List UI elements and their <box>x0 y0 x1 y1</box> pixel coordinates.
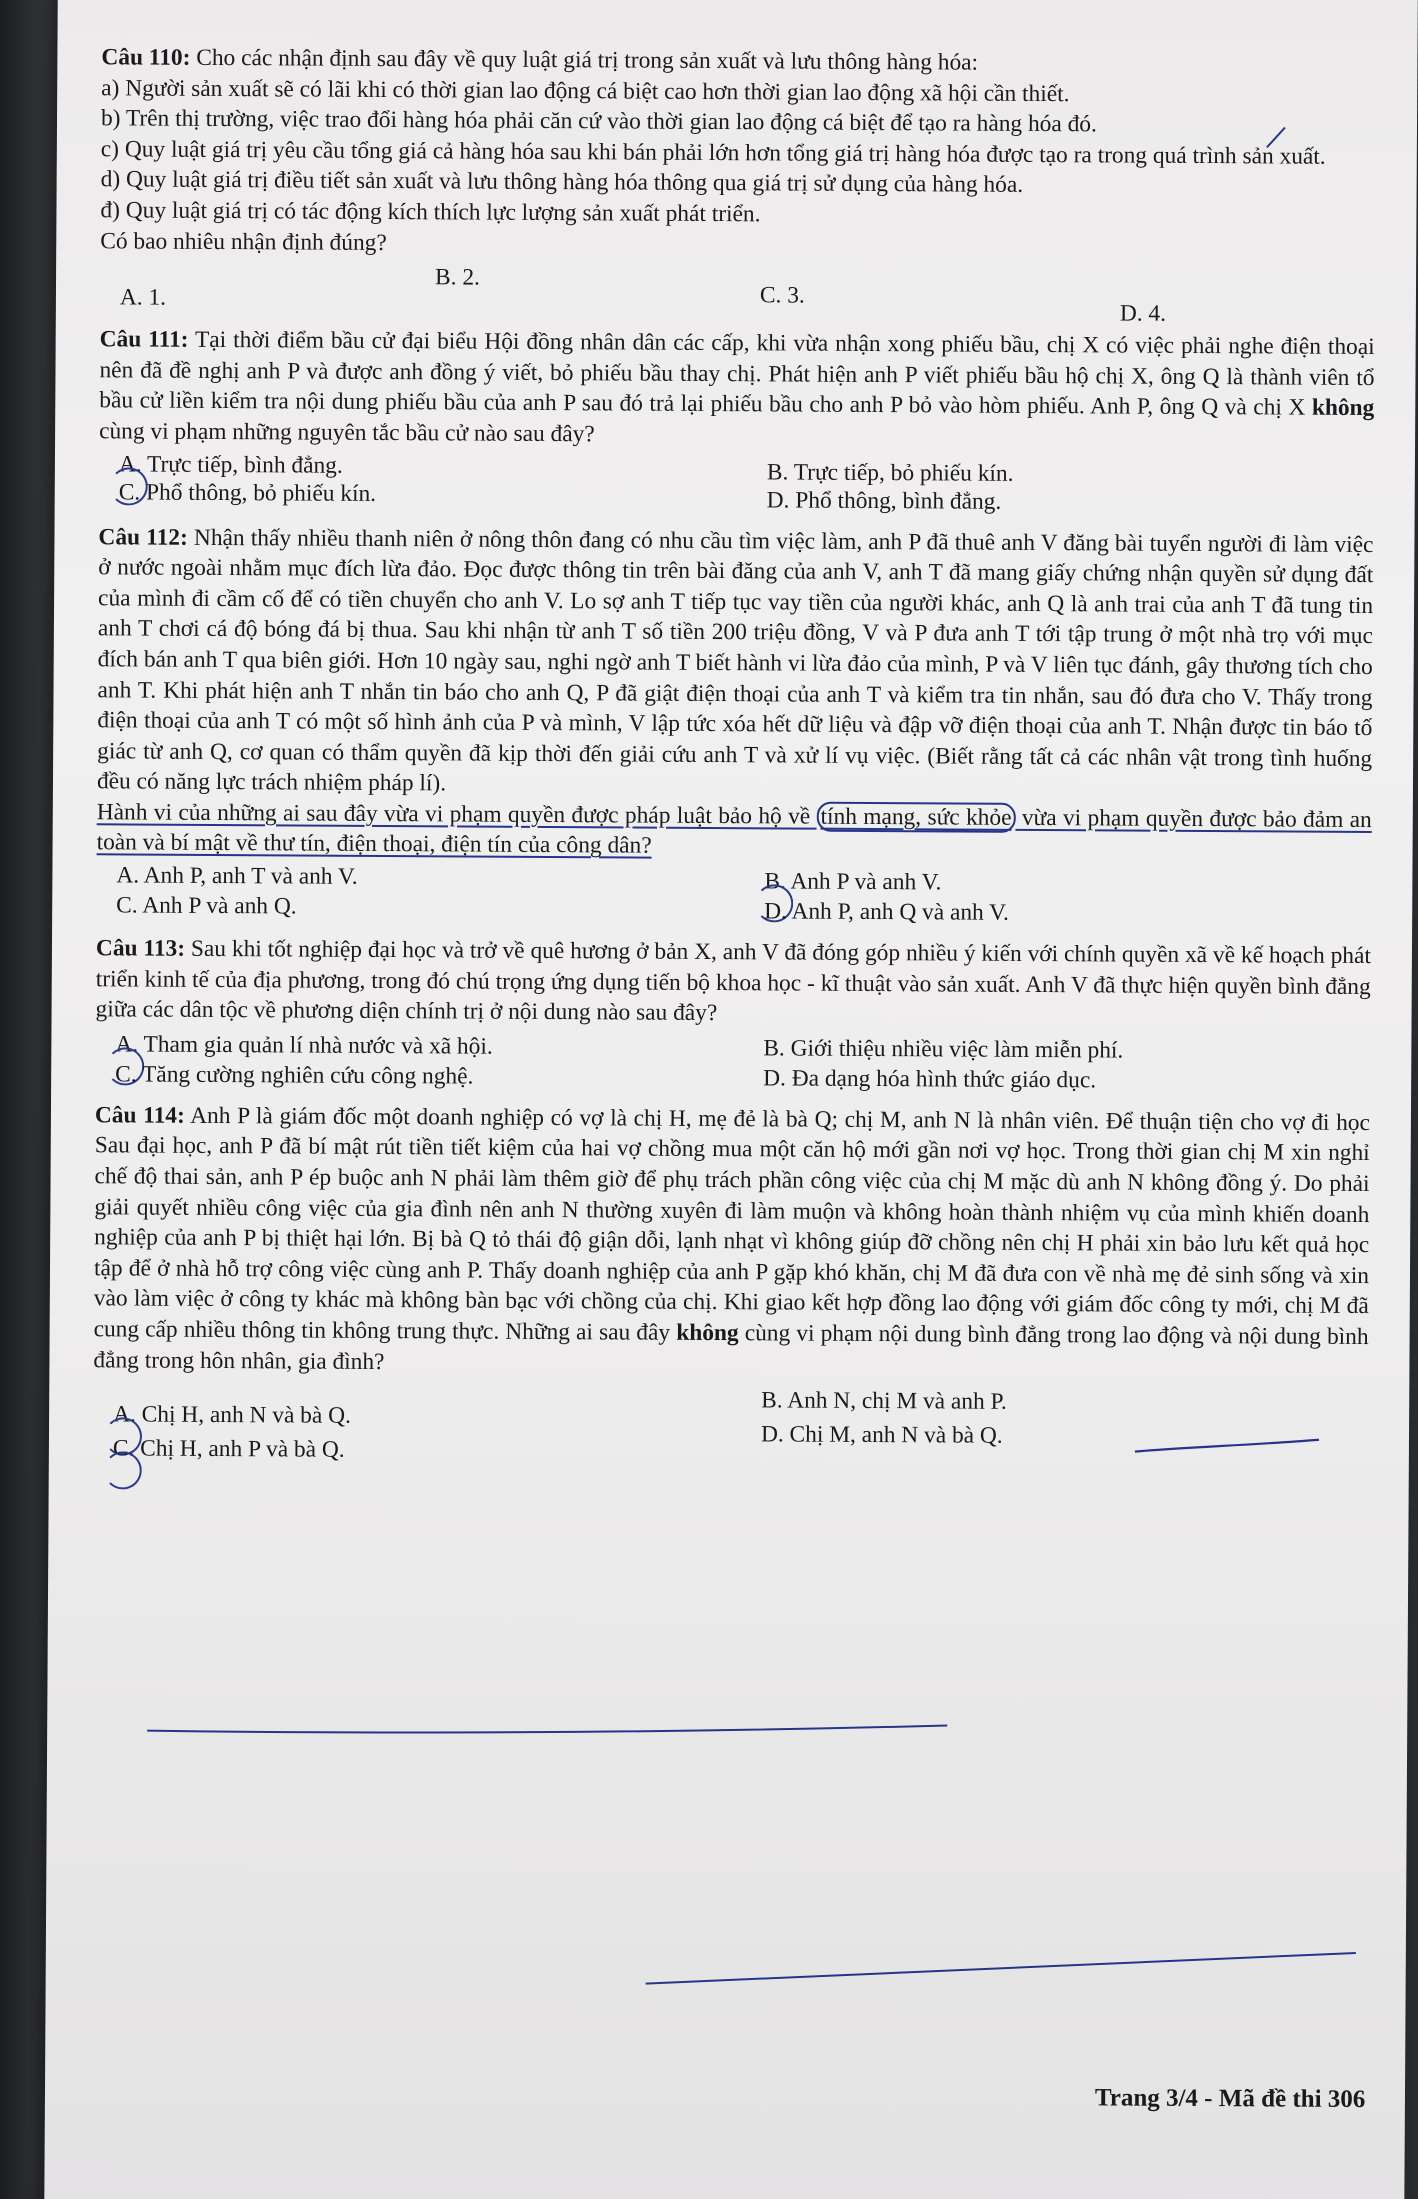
option-c[interactable]: C. Anh P và anh Q. <box>116 892 297 920</box>
question-113-options <box>95 1025 1370 1094</box>
option-b[interactable]: B. Anh N, chị M và anh P. <box>761 1387 1007 1416</box>
question-113-text <box>95 933 1371 1033</box>
question-112 <box>96 522 1373 927</box>
option-c[interactable]: C. Phổ thông, bỏ phiếu kín. <box>118 478 377 507</box>
option-d[interactable]: D. Phổ thông, bình đẳng. <box>766 486 1002 515</box>
question-112-options <box>96 858 1371 927</box>
question-114-body-end: cùng vi phạm nội dung bình đẳng trong lao động và nội dung bình đẳng trong hôn nhân, gia đình? <box>93 1320 1369 1375</box>
question-110 <box>100 42 1377 327</box>
option-a[interactable] <box>119 449 343 481</box>
option-c[interactable]: C. Tăng cường nghiên cứu công nghệ. <box>115 1061 474 1090</box>
exam-page <box>44 0 1418 2199</box>
question-111-body: Tại thời điểm bầu cử đại biểu Hội đồng nhân dân các cấp, khi vừa nhận xong phiếu bầu, chị X có việc phải nghe điện thoại nên đã đề nghị anh P và được anh đồng ý viết, bỏ phiếu bầu thay chị. Phát hiện anh P viết phiếu bầu hộ chị X, ông Q là thành viên tổ bầu cử liền kiểm tra nội dung phiếu bầu của anh P sau đó trả lại phiếu bầu cho anh P bỏ vào hòm phiếu. Anh P, ông Q và chị X <box>99 327 1375 421</box>
option-a[interactable]: A. Anh P, anh T và anh V. <box>116 862 358 890</box>
statement-a: a) Người sản xuất sẽ có lãi khi có thời gian lao động cá biệt cao hơn thời gian lao động xã hội cần thiết. <box>101 74 1070 107</box>
question-111-negation: không <box>1311 395 1375 422</box>
option-c-label: C. Chị H, anh P và bà Q. <box>112 1435 345 1463</box>
question-111-body-end: cùng vi phạm những nguyên tắc bầu cử nào sau đây? <box>99 418 595 448</box>
question-111 <box>99 324 1375 515</box>
question-110-label: Câu 110: <box>101 44 191 71</box>
question-114-text <box>93 1100 1370 1383</box>
statement-b: b) Trên thị trường, việc trao đổi hàng hóa phải căn cứ vào thời gian lao động cá biệt để tạo ra hàng hóa đó. <box>100 105 1097 138</box>
question-112-ask-boxed: tính mạng, sức khỏe <box>816 802 1015 833</box>
pen-underline-stroke <box>147 1721 947 1737</box>
option-c[interactable]: C. 3. <box>759 282 805 309</box>
question-114-label: Câu 114: <box>94 1102 185 1129</box>
exam-content <box>93 42 1377 1473</box>
statement-c: c) Quy luật giá trị yêu cầu tổng giá cả hàng hóa sau khi bán phải lớn hơn tổng giá trị hàng hóa được tạo ra trong quá trình sản xuất. <box>100 136 1326 170</box>
question-113-label: Câu 113: <box>95 935 186 962</box>
question-114-body: Anh P là giám đốc một doanh nghiệp có vợ là chị H, mẹ đẻ là bà Q; chị M, anh N là nhân viên. Để thuận tiện cho vợ đi học Sau đại học, anh P đã bí mật rút tiền tiết kiệm của hai vợ chồng mua một căn hộ mới gần nơi vợ học. Trong thời gian chị M xin nghỉ chế độ thai sản, anh P ép buộc anh N phải làm thêm giờ để phụ trách phần công việc của chị M mặc dù anh N không đồng ý. Do phải giải quyết nhiều công việc của gia đình nên anh N thường xuyên đi làm muộn và không hoàn thành nhiệm vụ của mình khiến doanh nghiệp của anh P bị thiệt hại lớn. Bị bà Q tỏ thái độ giận dỗi, lạnh nhạt vì không giúp đỡ chồng nên chị H phải xin bảo lưu kết quả học tập để ở nhà hỗ trợ công việc cùng anh P. Thấy doanh nghiệp của anh P gặp khó khăn, chị M đã đưa con về nhà mẹ đẻ sinh sống và xin vào làm việc ở công ty khác mà không bàn bạc với chồng của chị. Khi giao kết hợp đồng lao động với giám đốc công ty mới, chị M đã cung cấp nhiều thông tin không trung thực. Những ai sau đây <box>93 1102 1371 1346</box>
option-b[interactable]: B. Giới thiệu nhiều việc làm miễn phí. <box>763 1035 1124 1064</box>
question-114 <box>93 1100 1370 1473</box>
question-111-options <box>99 447 1374 516</box>
option-a[interactable]: A. 1. <box>119 284 167 311</box>
statement-dd: đ) Quy luật giá trị có tác động kích thích lực lượng sản xuất phát triển. <box>100 197 761 228</box>
question-113-body: Sau khi tốt nghiệp đại học và trở về quê hương ở bản X, anh V đã đóng góp nhiều ý kiến với chính quyền xã về kế hoạch phát triển kinh tế của địa phương, trong đó chú trọng ứng dụng tiến bộ khoa học - kĩ thuật vào sản xuất. Anh V đã thực hiện quyền bình đẳng giữa các dân tộc về phương diện chính trị ở nội dung nào sau đây? <box>95 935 1372 1027</box>
question-110-ask: Có bao nhiêu nhận định đúng? <box>100 227 387 256</box>
option-b[interactable] <box>764 866 941 898</box>
question-112-ask-part1: Hành vi của những ai sau đây vừa vi phạm quyền được pháp luật bảo hộ về <box>96 799 811 830</box>
question-113 <box>95 933 1371 1094</box>
option-a-label: A. Chị H, anh N và bà Q. <box>113 1401 351 1430</box>
question-112-label: Câu 112: <box>98 523 188 551</box>
question-112-ask <box>97 797 1372 866</box>
question-111-text <box>99 324 1375 454</box>
option-c[interactable] <box>113 1434 345 1466</box>
option-b[interactable]: B. 2. <box>434 264 480 291</box>
option-d[interactable]: D. Chị M, anh N và bà Q. <box>760 1421 1003 1449</box>
option-b[interactable]: B. Trực tiếp, bỏ phiếu kín. <box>766 458 1014 487</box>
question-111-label: Câu 111: <box>99 326 189 353</box>
option-b-label: B. Anh P và anh V. <box>764 868 942 896</box>
question-110-text: Cho các nhận định sau đây về quy luật giá trị trong sản xuất và lưu thông hàng hóa: <box>196 44 979 76</box>
question-114-negation: không <box>676 1319 739 1347</box>
option-d[interactable]: D. Đa dạng hóa hình thức giáo dục. <box>763 1065 1097 1094</box>
statement-d: d) Quy luật giá trị điều tiết sản xuất và lưu thông hàng hóa thông qua giá trị sử dụng của hàng hóa. <box>100 166 1024 199</box>
option-a[interactable] <box>113 1400 351 1432</box>
option-a[interactable] <box>115 1029 493 1062</box>
option-d[interactable]: D. 4. <box>1119 300 1167 327</box>
question-114-options <box>93 1375 1369 1473</box>
question-112-ask-part2: vừa vi phạm quyền được bảo đảm an toàn và bí mật về thư tín, điện thoại, điện tín của công dân? <box>96 804 1372 860</box>
question-112-text <box>97 522 1374 805</box>
pen-underline-stroke <box>646 1949 1356 1988</box>
question-112-body: Nhận thấy nhiều thanh niên ở nông thôn đang có nhu cầu tìm việc làm, anh P đã thuê anh V đăng bài tuyển người đi làm việc ở nước ngoài nhằm mục đích lừa đảo. Đọc được thông tin trên bài đăng của anh V, anh T đã mang giấy chứng nhận quyền sử dụng đất của mình đi cầm cố để có tiền chuyển cho anh V. Lo sợ anh T tiếp tục vay tiền của người khác, anh Q là anh trai của anh T đã tung tin anh T chơi cá độ bóng đá bị thua. Sau khi nhận từ anh T số tiền 200 triệu đồng, V và P đưa anh T tới tập trung ở một nhà trọ với mục đích bán anh T qua biên giới. Hơn 10 ngày sau, nghi ngờ anh T biết hành vi lừa đảo của mình, P và V liên tục đánh, gây thương tích cho anh T. Khi phát hiện anh T nhắn tin báo cho anh Q, P đã giật điện thoại của anh T và kiểm tra tin nhắn, sau đó đưa cho V. Thấy trong điện thoại của anh T có một số hình ảnh của P và mình, V lập tức xóa hết dữ liệu và đập vỡ điện thoại của anh T. Nhận được tin báo tố giác từ anh Q, cơ quan có thẩm quyền đã kịp thời đến giải cứu anh T và xử lí vụ việc. (Biết rằng tất cả các nhân vật trong tình huống đều có năng lực trách nhiệm pháp lí). <box>96 524 1374 797</box>
page-footer: Trang 3/4 - Mã đề thi 306 <box>1094 2084 1366 2114</box>
option-a-label: A. Trực tiếp, bình đẳng. <box>118 450 343 479</box>
question-110-options <box>100 256 1375 327</box>
option-a-label: A. Tham gia quản lí nhà nước và xã hội. <box>115 1031 493 1060</box>
option-d[interactable]: D. Anh P, anh Q và anh V. <box>764 898 1010 926</box>
